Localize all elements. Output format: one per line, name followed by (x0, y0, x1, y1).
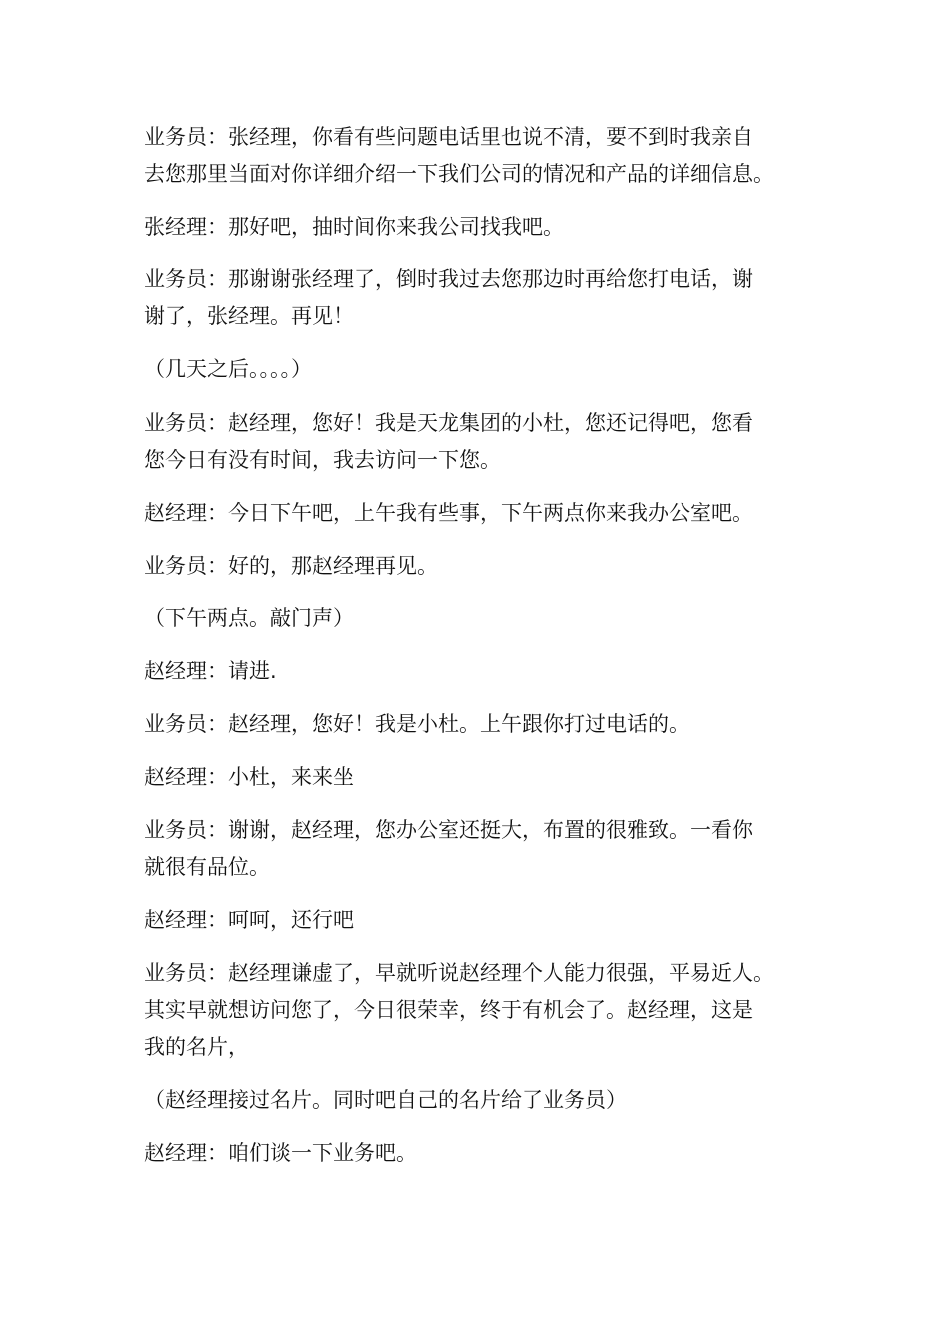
dialogue-paragraph (144, 261, 809, 335)
text-line: 业务员：张经理，你看有些问题电话里也说不清，要不到时我亲自 (144, 125, 753, 149)
text-line: 赵经理：呵呵，还行吧 (144, 908, 354, 932)
text-line: 业务员：那谢谢张经理了，倒时我过去您那边时再给您打电话，谢 (144, 267, 753, 291)
text-line: （几天之后。。。。） (144, 357, 312, 381)
text-line: 赵经理：请进. (144, 659, 277, 683)
text-line: 赵经理：小杜，来来坐 (144, 765, 354, 789)
text-line: 谢了，张经理。再见！ (144, 304, 354, 328)
text-line: 业务员：赵经理，您好！我是小杜。上午跟你打过电话的。 (144, 712, 690, 736)
text-line: 您今日有没有时间，我去访问一下您。 (144, 448, 501, 472)
text-line: （赵经理接过名片。同时吧自己的名片给了业务员） (144, 1088, 627, 1112)
dialogue-paragraph (144, 548, 809, 585)
stage-direction (144, 600, 809, 637)
dialogue-paragraph (144, 1135, 809, 1172)
text-line: 去您那里当面对你详细介绍一下我们公司的情况和产品的详细信息。 (144, 162, 774, 186)
text-line: 我的名片， (144, 1035, 249, 1059)
text-line: 就很有品位。 (144, 855, 270, 879)
dialogue-paragraph (144, 119, 809, 193)
dialogue-paragraph (144, 955, 809, 1066)
dialogue-paragraph (144, 902, 809, 939)
text-line: 业务员：赵经理谦虚了，早就听说赵经理个人能力很强，平易近人。 (144, 961, 774, 985)
dialogue-paragraph (144, 209, 809, 246)
text-line: 业务员：好的，那赵经理再见。 (144, 554, 438, 578)
dialogue-paragraph (144, 653, 809, 690)
text-line: 业务员：赵经理，您好！我是天龙集团的小杜，您还记得吧，您看 (144, 411, 753, 435)
dialogue-paragraph (144, 759, 809, 796)
text-line: 其实早就想访问您了，今日很荣幸，终于有机会了。赵经理，这是 (144, 998, 753, 1022)
text-line: 业务员：谢谢，赵经理，您办公室还挺大，布置的很雅致。一看你 (144, 818, 753, 842)
stage-direction (144, 1082, 809, 1119)
stage-direction (144, 351, 809, 388)
text-line: 赵经理：咱们谈一下业务吧。 (144, 1141, 417, 1165)
text-line: （下午两点。敲门声） (144, 606, 354, 630)
text-line: 张经理：那好吧，抽时间你来我公司找我吧。 (144, 215, 564, 239)
dialogue-paragraph (144, 495, 809, 532)
text-line: 赵经理：今日下午吧，上午我有些事，下午两点你来我办公室吧。 (144, 501, 753, 525)
dialogue-paragraph (144, 812, 809, 886)
dialogue-paragraph (144, 706, 809, 743)
dialogue-paragraph (144, 405, 809, 479)
